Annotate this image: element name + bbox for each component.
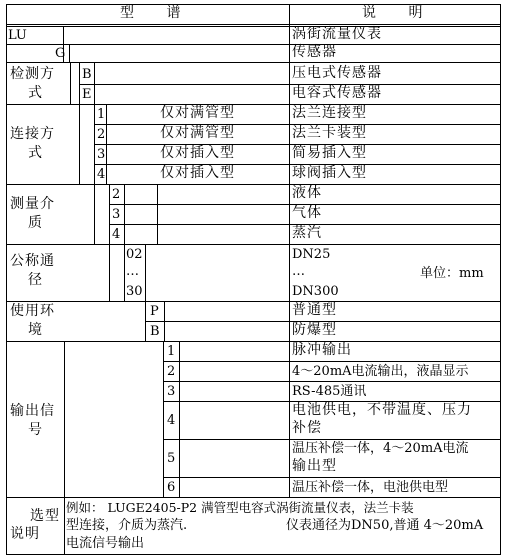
label-medium-1: 测量介 <box>10 196 55 212</box>
code-connect-3: 3 <box>97 147 106 162</box>
unit-label: 单位：mm <box>420 266 484 281</box>
label-diameter-2: 径 <box>28 272 43 288</box>
desc-detect-b: 压电式传感器 <box>292 65 382 81</box>
code-output-6: 6 <box>167 480 176 495</box>
label-example-1: 选型 <box>30 508 60 524</box>
code-env-b: B <box>150 324 160 339</box>
code-medium-2: 2 <box>112 187 121 202</box>
desc-medium-3: 气体 <box>292 205 322 221</box>
code-output-5: 5 <box>167 451 176 466</box>
desc-connect-1: 法兰连接型 <box>292 105 367 121</box>
code-connect-1: 1 <box>97 107 106 122</box>
code-diameter-ellipsis: … <box>126 264 139 279</box>
label-output-2: 号 <box>28 422 43 438</box>
desc-output-4-line1: 电池供电，不带温度、压力 <box>292 402 472 418</box>
desc-diameter-start: DN25 <box>292 247 331 262</box>
label-detect-2: 式 <box>28 85 43 101</box>
code-connect-4: 4 <box>97 167 106 182</box>
header-model: 型 谱 <box>120 5 195 21</box>
code-medium-4: 4 <box>112 227 121 242</box>
label-medium-2: 质 <box>28 215 43 231</box>
label-connect-1: 连接方 <box>10 126 55 142</box>
desc-output-5-line2: 输出型 <box>292 458 337 474</box>
code-lu: LU <box>8 28 27 43</box>
desc-lu: 涡街流量仪表 <box>292 26 382 42</box>
code-env-p: P <box>150 304 159 319</box>
header-description: 说 明 <box>362 5 437 21</box>
label-env-2: 境 <box>28 322 43 338</box>
code-diameter-end: 30 <box>126 284 143 299</box>
desc-env-b: 防爆型 <box>292 322 337 338</box>
label-output-1: 输出信 <box>10 403 55 419</box>
desc-connect-2: 法兰卡装型 <box>292 125 367 141</box>
desc-output-3: RS-485通讯 <box>292 384 367 399</box>
desc-output-4-line2: 补偿 <box>292 420 322 436</box>
note-connect-2: 仅对满管型 <box>160 125 235 141</box>
note-connect-1: 仅对满管型 <box>160 105 235 121</box>
desc-env-p: 普通型 <box>292 302 337 318</box>
desc-medium-2: 液体 <box>292 185 322 201</box>
label-detect-1: 检测方 <box>10 66 55 82</box>
desc-connect-4: 球阀插入型 <box>292 165 367 181</box>
desc-g: 传感器 <box>292 44 337 60</box>
desc-connect-3: 简易插入型 <box>292 145 367 161</box>
code-output-4: 4 <box>167 413 176 428</box>
example-line-1: 例如： LUGE2405-P2 满管型电容式涡街流量仪表，法兰卡装 <box>66 500 414 515</box>
label-env-1: 使用环 <box>10 303 55 319</box>
desc-output-2: 4～20mA电流输出，液晶显示 <box>292 364 469 379</box>
code-output-3: 3 <box>167 384 176 399</box>
desc-diameter-end: DN300 <box>292 284 339 299</box>
desc-diameter-ellipsis: … <box>292 264 305 279</box>
desc-detect-e: 电容式传感器 <box>292 85 382 101</box>
desc-medium-4: 蒸汽 <box>292 225 322 241</box>
desc-output-1: 脉冲输出 <box>292 342 352 358</box>
note-connect-3: 仅对插入型 <box>160 145 235 161</box>
code-diameter-start: 02 <box>126 247 143 262</box>
code-connect-2: 2 <box>97 127 106 142</box>
desc-output-6: 温压补偿一体，电池供电型 <box>292 480 449 495</box>
label-diameter-1: 公称通 <box>10 253 55 269</box>
note-connect-4: 仅对插入型 <box>160 165 235 181</box>
desc-output-5-line1: 温压补偿一体，4～20mA电流 <box>292 441 469 456</box>
label-connect-2: 式 <box>28 145 43 161</box>
code-output-2: 2 <box>167 364 176 379</box>
example-line-3: 仪表通径为DN50,普通 4～20mA <box>286 518 484 533</box>
label-example-2: 说明 <box>10 526 40 542</box>
code-g: G <box>55 46 66 61</box>
code-detect-b: B <box>82 67 92 82</box>
code-medium-3: 3 <box>112 207 121 222</box>
code-detect-e: E <box>82 87 92 102</box>
code-output-1: 1 <box>167 344 176 359</box>
example-line-4: 电流信号输出 <box>66 536 145 551</box>
example-line-2: 型连接，介质为蒸汽. <box>66 518 188 533</box>
